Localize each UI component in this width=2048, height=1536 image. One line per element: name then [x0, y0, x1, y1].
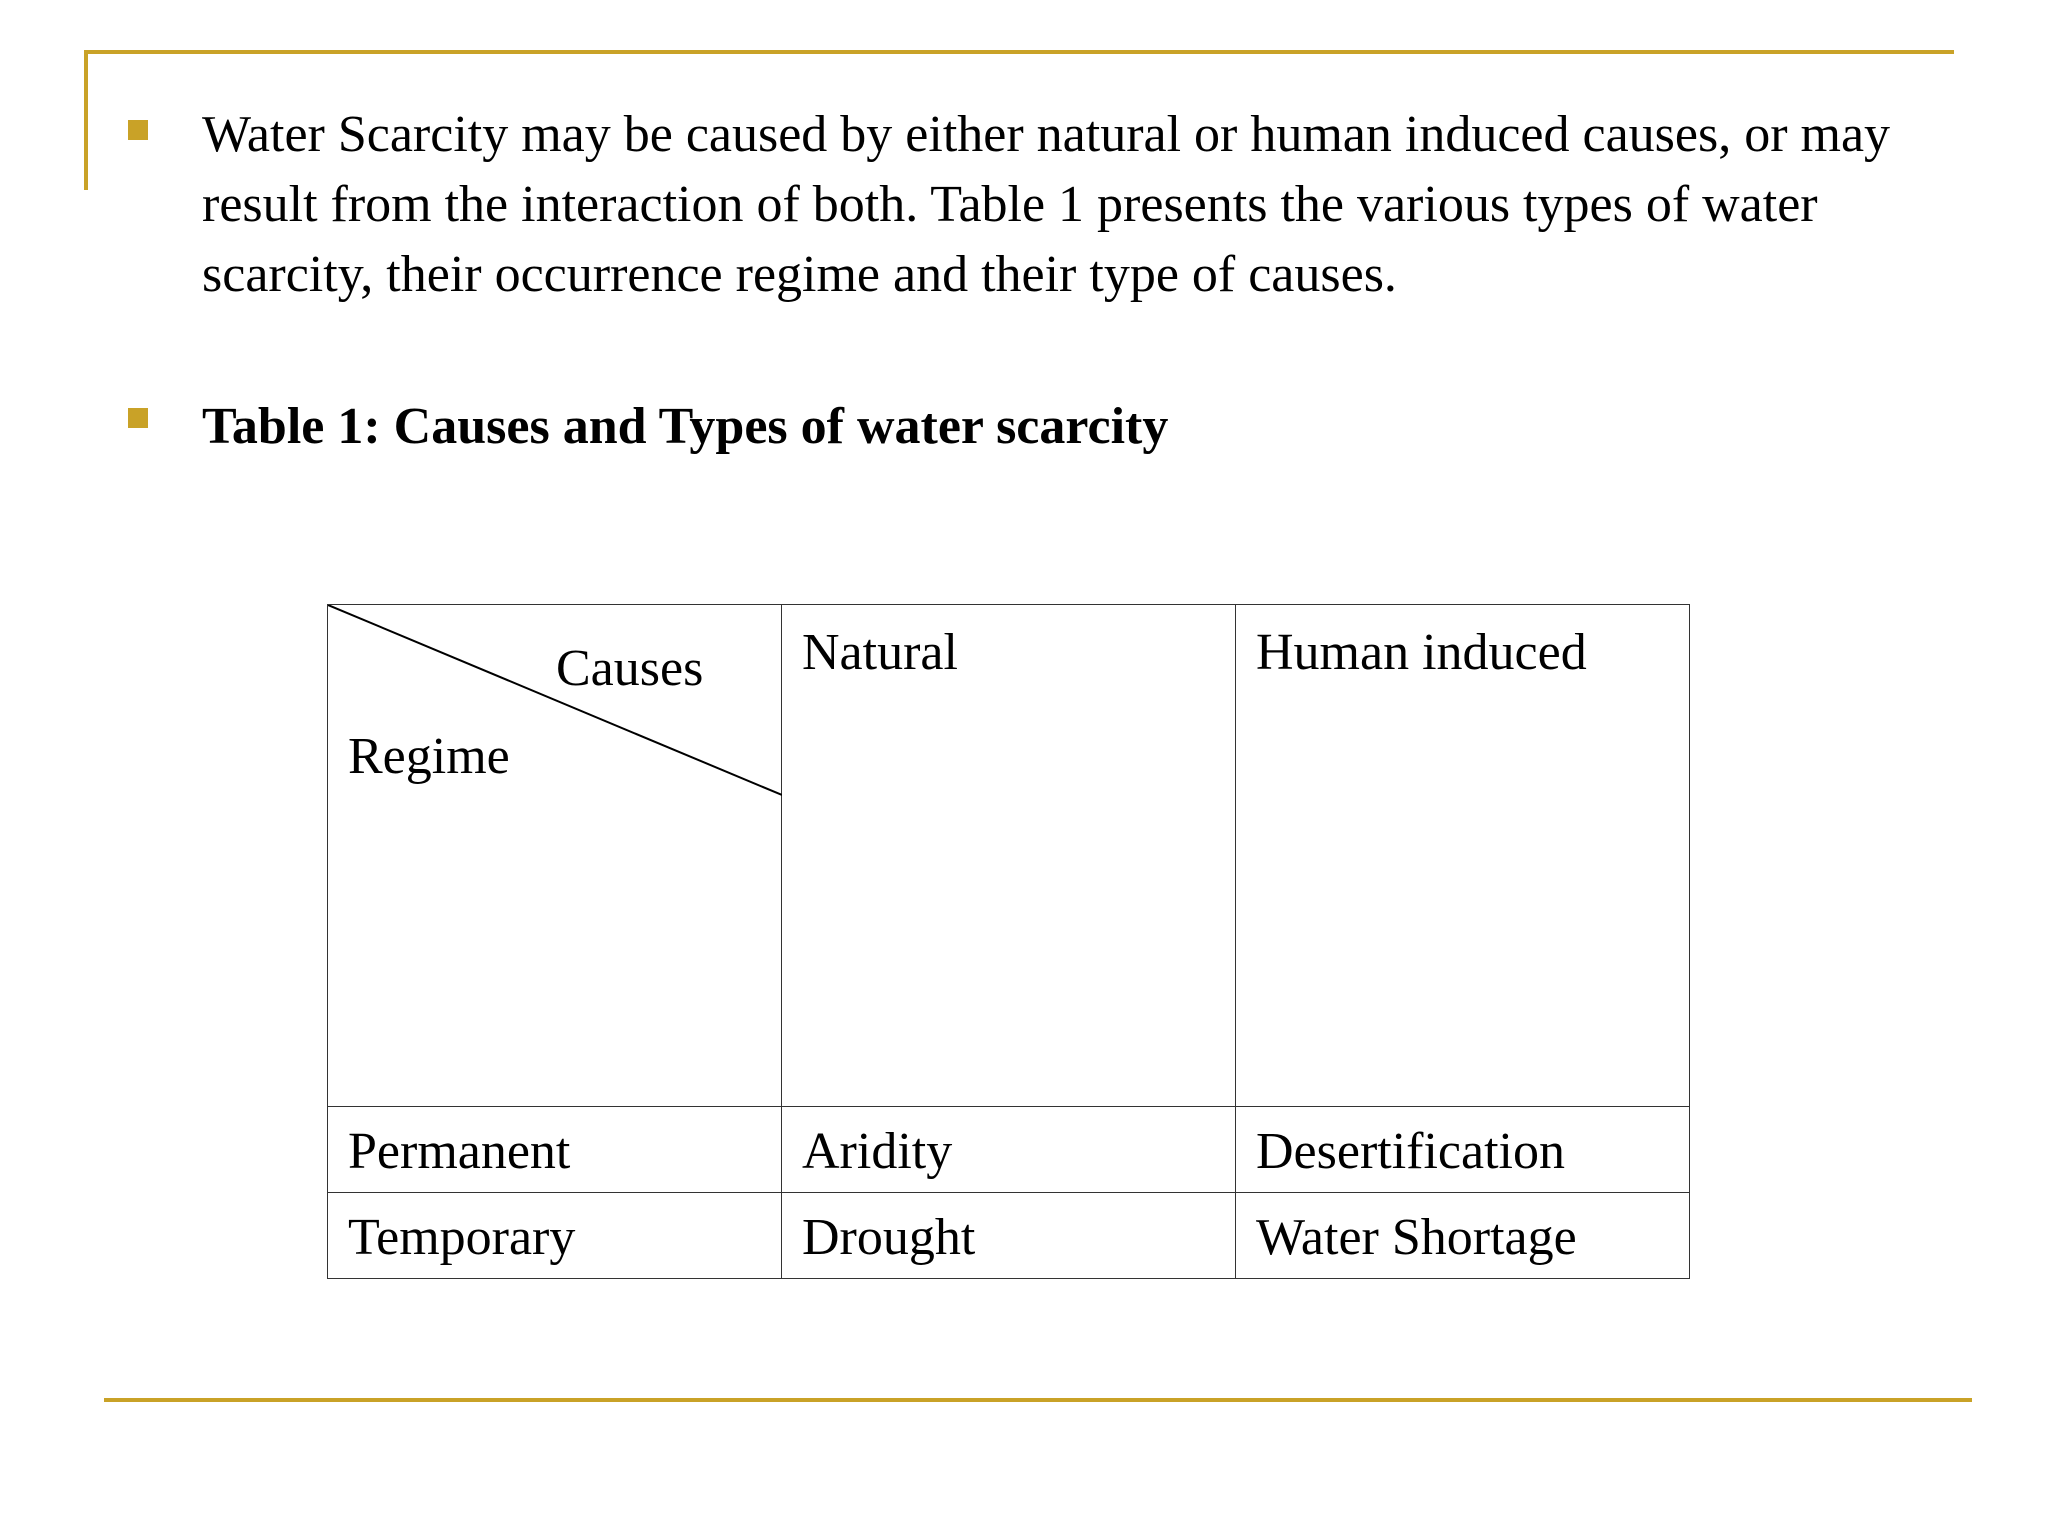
- table-cell-regime: Permanent: [328, 1107, 782, 1193]
- table-header-natural: Natural: [782, 605, 1236, 1107]
- table-cell-human-induced: Desertification: [1236, 1107, 1690, 1193]
- corner-label-regime: Regime: [348, 728, 510, 785]
- corner-label-causes: Causes: [556, 640, 704, 697]
- table-cell-regime: Temporary: [328, 1193, 782, 1279]
- table-cell-human-induced: Water Shortage: [1236, 1193, 1690, 1279]
- table-corner-cell: [328, 605, 782, 1107]
- table-cell-natural: Aridity: [782, 1107, 1236, 1193]
- slide-frame-bottom-rule: [104, 1398, 1972, 1402]
- table-header-human-induced: Human induced: [1236, 605, 1690, 1107]
- table-header-row: [328, 605, 1690, 1107]
- corner-diagonal-line: [328, 605, 782, 1107]
- table-cell-natural: Drought: [782, 1193, 1236, 1279]
- bullet-square-icon: [128, 120, 148, 140]
- table-row: [328, 1193, 1690, 1279]
- table-caption: Table 1: Causes and Types of water scarcity: [202, 398, 1169, 455]
- bullet-text-intro: Water Scarcity may be caused by either natural or human induced causes, or may result from the interaction of both. Table 1 presents the various types of water scarcity, their occurrence regime and their type of causes.: [202, 106, 1891, 303]
- water-scarcity-table: [327, 604, 1690, 1279]
- slide-frame-left-rule: [84, 50, 88, 190]
- bullet-square-icon: [128, 408, 148, 428]
- table-row: [328, 1107, 1690, 1193]
- slide-frame-top-rule: [84, 50, 1954, 54]
